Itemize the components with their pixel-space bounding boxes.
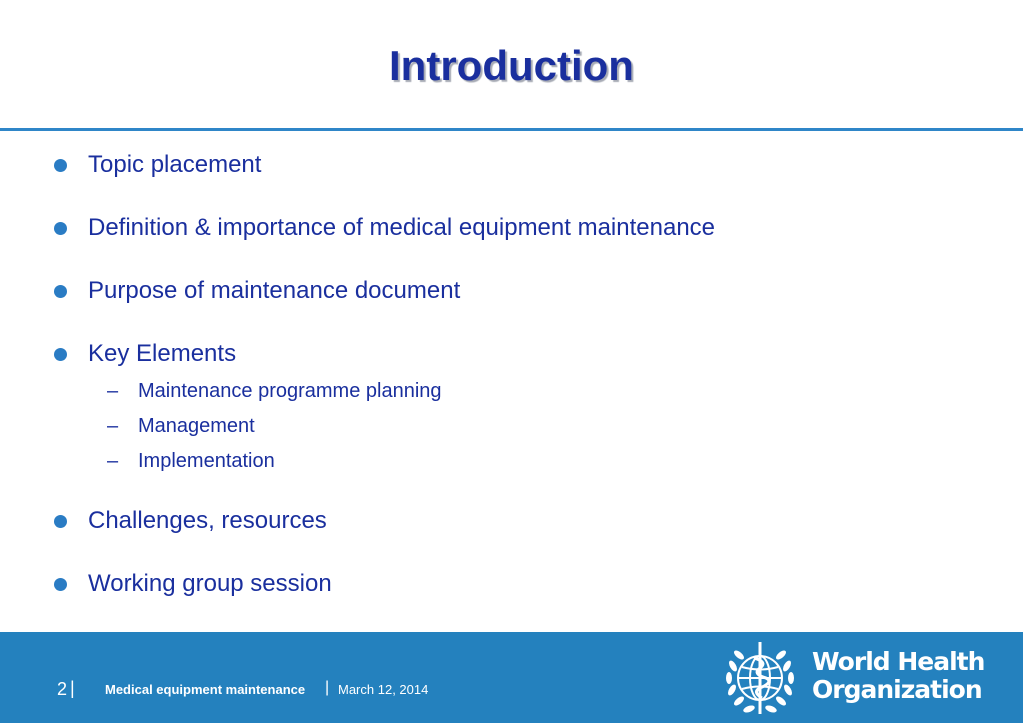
sub-bullet-item — [107, 378, 442, 404]
bullet-dot-icon — [54, 578, 67, 591]
footer-separator: | — [325, 679, 330, 696]
slide-footer — [0, 632, 1023, 723]
sub-bullet-dash: – — [107, 450, 119, 472]
bullet-text: Topic placement — [88, 151, 262, 178]
bullet-item — [54, 212, 715, 244]
bullet-dot-icon — [54, 285, 67, 298]
footer-date: March 12, 2014 — [338, 682, 429, 697]
bullet-text: Working group session — [88, 570, 332, 597]
page-number: 2 — [57, 679, 68, 699]
sub-bullet-item — [107, 448, 275, 474]
who-wordmark — [812, 648, 984, 704]
bullet-dot-icon — [54, 348, 67, 361]
who-wordmark-line1: World Health — [812, 647, 985, 676]
bullet-text: Purpose of maintenance document — [88, 277, 461, 304]
bullet-text: Key Elements — [88, 340, 237, 367]
bullet-item — [54, 505, 327, 537]
bullet-item — [54, 149, 261, 181]
sub-bullet-item — [107, 413, 255, 439]
bullet-item — [54, 568, 332, 600]
slide-title: Introduction — [389, 42, 634, 89]
sub-bullet-text: Management — [138, 415, 255, 437]
footer-separator: | — [70, 678, 75, 698]
bullet-text: Definition & importance of medical equipment maintenance — [88, 214, 716, 241]
bullet-dot-icon — [54, 159, 67, 172]
bullet-item — [54, 338, 236, 370]
who-emblem-icon — [718, 636, 802, 720]
sub-bullet-dash: – — [107, 380, 119, 402]
who-wordmark-line2: Organization — [812, 675, 982, 704]
bullet-item — [54, 275, 460, 307]
sub-bullet-dash: – — [107, 415, 119, 437]
bullet-dot-icon — [54, 515, 67, 528]
footer-presentation-title: Medical equipment maintenance — [105, 682, 306, 697]
bullet-text: Challenges, resources — [88, 507, 327, 534]
sub-bullet-text: Maintenance programme planning — [138, 380, 442, 402]
bullet-dot-icon — [54, 222, 67, 235]
sub-bullet-text: Implementation — [138, 450, 275, 472]
